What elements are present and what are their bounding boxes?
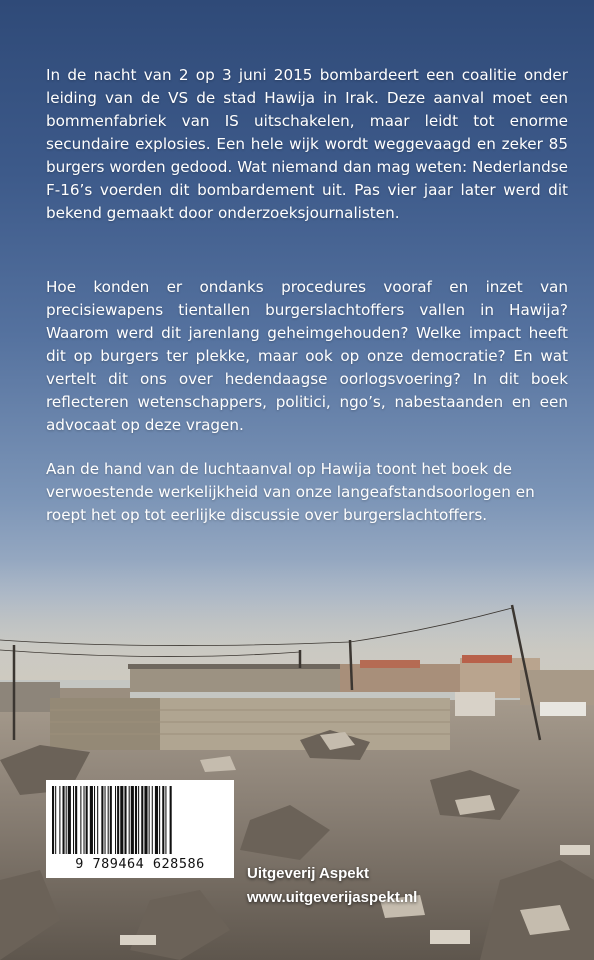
- barcode-bar: [135, 786, 137, 854]
- barcode-bar: [97, 786, 98, 854]
- barcode-bar: [141, 786, 143, 854]
- barcode-bar: [63, 786, 65, 854]
- barcode-bar: [149, 786, 150, 854]
- barcode-bar: [152, 786, 153, 854]
- publisher-block: [247, 862, 417, 910]
- barcode-bar: [129, 786, 130, 854]
- barcode-bar: [110, 786, 112, 854]
- barcode-bar: [162, 786, 164, 854]
- barcode-bar: [86, 786, 88, 854]
- barcode-bar: [131, 786, 134, 854]
- barcode-bar: [108, 786, 109, 854]
- barcode-bar: [120, 786, 123, 854]
- barcode-bar: [117, 786, 119, 854]
- barcode-bar: [101, 786, 103, 854]
- barcode-bar: [94, 786, 95, 854]
- barcode-bar: [90, 786, 93, 854]
- isbn-barcode: [46, 780, 234, 878]
- barcode-bar: [55, 786, 56, 854]
- blurb-paragraph-2: Hoe konden er ondanks procedures vooraf en inzet van precisiewapens tientallen burgerslachtoffers vallen in Hawija? Waarom werd dit jarenlang geheimgehouden? Welke impact heeft dit op burgers ter plekke, maar ook op onze democratie? En wat vertelt dit ons over hedendaagse oorlogsvoering? In dit boek reflecteren wetenschappers, politici, ngo’s, nabestaanden en een advocaat op deze vragen.: [46, 278, 568, 434]
- barcode-bar: [170, 786, 172, 854]
- barcode-bar: [124, 786, 126, 854]
- barcode-bar: [84, 786, 85, 854]
- barcode-bar: [138, 786, 139, 854]
- barcode-bar: [68, 786, 71, 854]
- barcode-bar: [66, 786, 67, 854]
- barcode-bars: [52, 786, 228, 854]
- publisher-website: www.uitgeverijaspekt.nl: [247, 889, 418, 906]
- barcode-bar: [165, 786, 166, 854]
- barcode-bar: [80, 786, 81, 854]
- isbn-number: 9 789464 628586: [75, 856, 205, 872]
- blurb-paragraph-1: In de nacht van 2 op 3 juni 2015 bombardeert een coalitie onder leiding van de VS de stad Hawija in Irak. Deze aanval moet een bommenfabriek van IS uitschakelen, maar leidt tot enorme secundaire explosies. Een hele wijk wordt weggevaagd en zeker 85 burgers worden gedood. Wat niemand dan mag weten: Nederlandse F-16’s voerden dit bombardement uit. Pas vier jaar later werd dit bekend gemaakt door onderzoeksjournalisten.: [46, 66, 568, 222]
- barcode-bar: [52, 786, 54, 854]
- barcode-bar: [159, 786, 160, 854]
- barcode-bar: [59, 786, 60, 854]
- barcode-bar: [155, 786, 158, 854]
- barcode-bar: [115, 786, 116, 854]
- publisher-name: Uitgeverij Aspekt: [247, 865, 369, 882]
- barcode-bar: [144, 786, 147, 854]
- blurb-paragraph-3: Aan de hand van de luchtaanval op Hawija toont het boek de verwoestende werkelijkheid van onze langeafstandsoorlogen en roept het op tot eerlijke discussie over burgerslachtoffers.: [46, 460, 535, 524]
- barcode-bar: [105, 786, 106, 854]
- barcode-bar: [73, 786, 74, 854]
- barcode-bar: [75, 786, 77, 854]
